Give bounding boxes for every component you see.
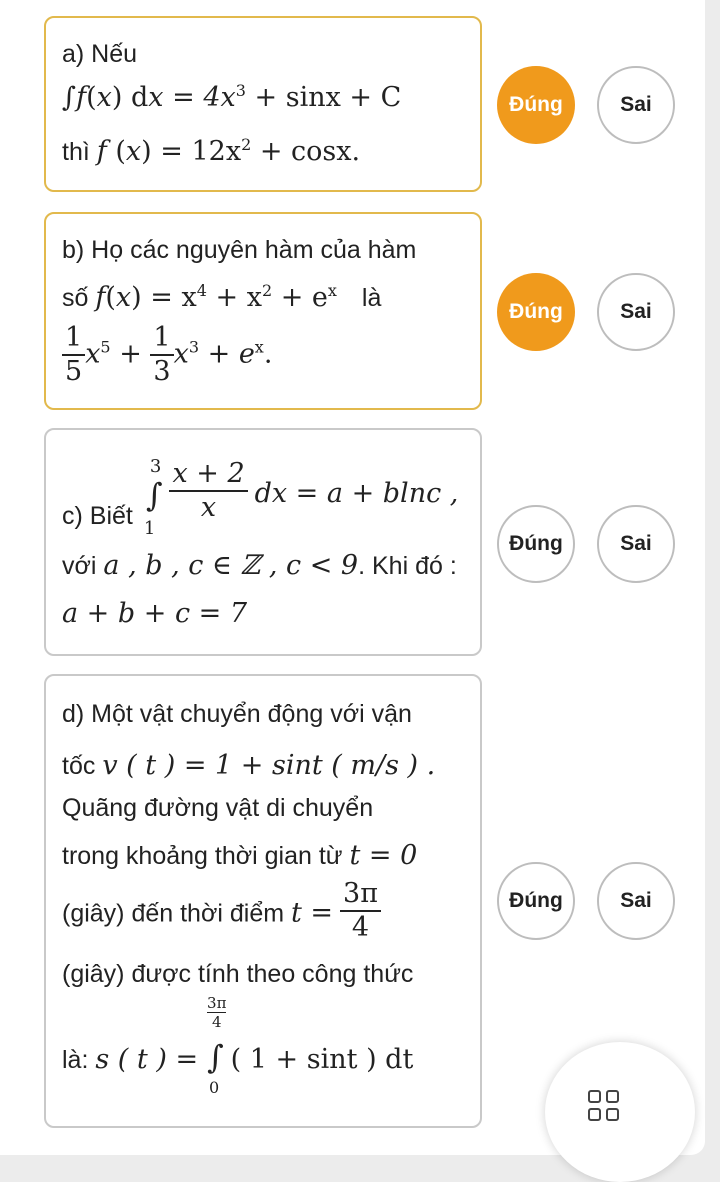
question-d-line3: Quãng đường vật di chuyển: [62, 794, 374, 822]
question-a-card: [44, 16, 482, 192]
question-b-card: [44, 212, 482, 410]
question-c-false-button[interactable]: Sai: [597, 505, 675, 583]
definite-integral-d: ∫ 3π 4 0: [207, 994, 227, 1097]
question-d-line1: d) Một vật chuyển động với vận: [62, 700, 412, 728]
question-a-formula: ∫f(x) dx = $4x^3 + \sin x + C$: [62, 81, 402, 113]
question-c-result: a + b + c = 7: [62, 598, 248, 629]
question-b-result: $\frac{1}{5}$ $x^5$ + $\frac{1}{3}$ $x^3 + e^x$.: [62, 322, 272, 388]
question-d-line4: trong khoảng thời gian từ t = 0: [62, 840, 418, 871]
question-c-card: [44, 428, 482, 656]
func-f: f: [76, 82, 87, 113]
question-b-false-button[interactable]: Sai: [597, 273, 675, 351]
question-a-false-button[interactable]: Sai: [597, 66, 675, 144]
grid-icon[interactable]: [588, 1090, 622, 1124]
question-d-line2: tốc v ( t ) = 1 + sint ( m/s ) .: [62, 750, 436, 781]
question-d-line6: (giây) được tính theo công thức: [62, 960, 414, 988]
question-b-true-button[interactable]: Đúng: [497, 273, 575, 351]
question-a-then: thì f $(x) = 12x^2 + \cos x$.: [62, 135, 361, 167]
question-c-true-button[interactable]: Đúng: [497, 505, 575, 583]
question-b-line1: b) Họ các nguyên hàm của hàm: [62, 236, 417, 264]
question-c-line2: với a , b , c ∈ ℤ , c < 9. Khi đó :: [62, 550, 457, 581]
question-a-label: a) Nếu: [62, 40, 138, 68]
question-d-line5: (giây) đến thời điểm t = $\frac{3\pi}{4}$: [62, 882, 381, 948]
question-b-line2: số $f(x) = x^4 + x^2 + e^x$ là: [62, 281, 382, 313]
question-d-line7: là: s ( t ) = ∫ 3π 4 0 ( 1 + sint ) dt: [62, 994, 414, 1097]
question-a-true-button[interactable]: Đúng: [497, 66, 575, 144]
question-d-false-button[interactable]: Sai: [597, 862, 675, 940]
question-d-true-button[interactable]: Đúng: [497, 862, 575, 940]
definite-integral: ∫ 3 1: [143, 456, 163, 539]
question-d-card: [44, 674, 482, 1128]
integral-sign: ∫: [62, 82, 77, 113]
question-c-line1: c) Biết ∫ 3 1 $\frac{x + 2}{x}$ dx = a + blnc ,: [62, 456, 459, 539]
